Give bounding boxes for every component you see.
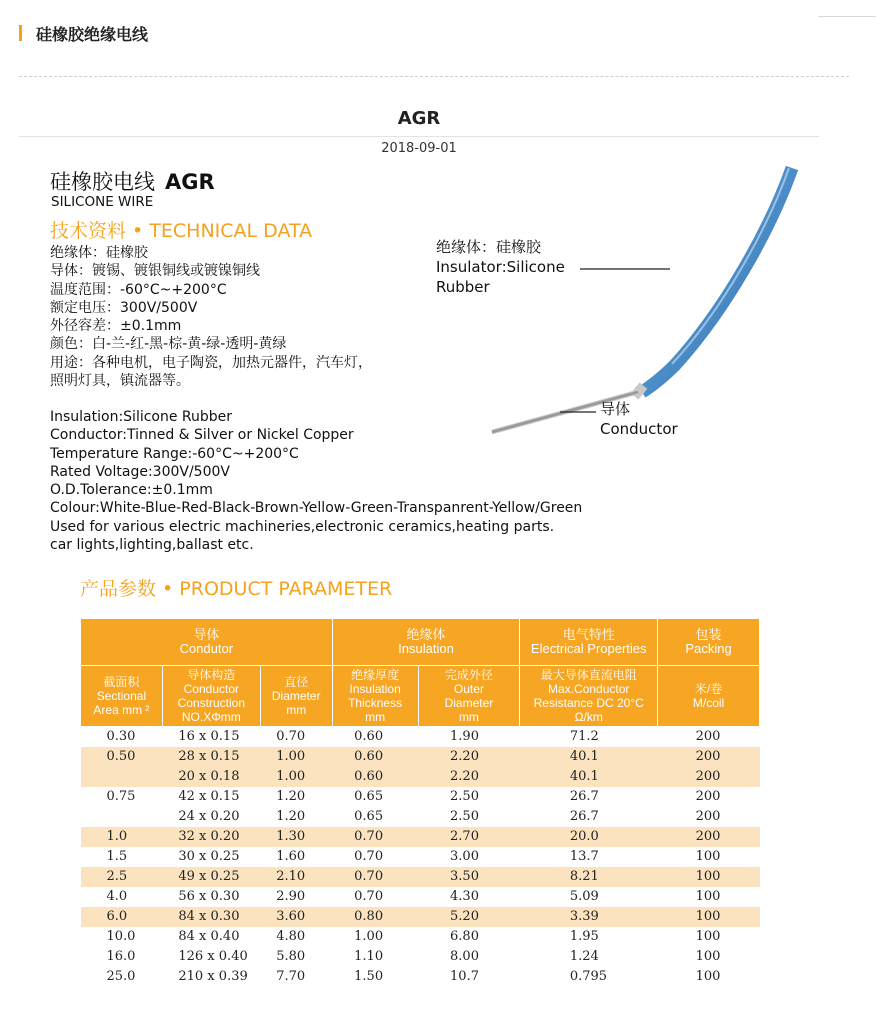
table-cell: 200: [658, 747, 760, 767]
table-row: [81, 967, 760, 987]
page-header-title: 硅橡胶绝缘电线: [36, 25, 149, 44]
col-header-area: 截面积 Sectional Area mm ²: [81, 666, 163, 727]
table-cell: 1.00: [354, 929, 384, 944]
table-row: [81, 907, 760, 927]
table-body: [81, 727, 760, 988]
table-cell: 0.80: [332, 907, 418, 927]
table-cell: 32 x 0.20: [162, 827, 260, 847]
table-cell: 40.1: [520, 747, 658, 767]
table-cell: 84 x 0.40: [178, 929, 240, 944]
table-cell: 2.70: [418, 827, 520, 847]
table-row: [81, 887, 760, 907]
col-header-insulation-thickness: 绝缘厚度 Insulation Thickness mm: [332, 666, 418, 727]
table-cell: 1.20: [276, 809, 306, 824]
conductor-label-cn: 导体: [600, 400, 631, 418]
product-model: AGR: [165, 170, 215, 194]
table-cell: 16.0: [106, 949, 136, 964]
group-header-insulation: 绝缘体 Insulation: [332, 619, 520, 666]
insulator-label: [436, 237, 565, 297]
product-parameter-table: [80, 618, 760, 987]
table-cell: 0.70: [332, 867, 418, 887]
table-cell: 24 x 0.20: [178, 809, 240, 824]
table-cell: 200: [658, 827, 760, 847]
table-cell: 49 x 0.25: [162, 867, 260, 887]
col-header-diameter: 直径 Diameter mm: [260, 666, 332, 727]
table-cell: 16 x 0.15: [178, 729, 240, 744]
table-row: [81, 787, 760, 807]
table-cell: 42 x 0.15: [178, 789, 240, 804]
table-cell: 2.5: [81, 867, 163, 887]
table-cell: 28 x 0.15: [162, 747, 260, 767]
table-cell: 5.20: [418, 907, 520, 927]
conductor-label: [600, 399, 678, 439]
table-cell: 0.65: [354, 789, 384, 804]
spec-line: car lights,lighting,ballast etc.: [50, 537, 254, 554]
table-cell: 100: [695, 889, 721, 904]
table-cell: 1.60: [276, 849, 306, 864]
table-cell: 1.30: [260, 827, 332, 847]
table-row: [81, 767, 760, 787]
table-cell: 26.7: [569, 789, 599, 804]
table-cell: 10.0: [106, 929, 136, 944]
spec-line: 额定电压：300V/500V: [50, 299, 198, 316]
table-cell: 1.0: [81, 827, 163, 847]
table-row: [81, 727, 760, 748]
table-cell: 1.20: [276, 789, 306, 804]
table-cell: 100: [695, 929, 721, 944]
table-cell: 4.30: [450, 889, 479, 904]
spec-line: Temperature Range:-60°C~+200°C: [50, 445, 299, 462]
spec-line: Used for various electric machineries,electronic ceramics,heating parts.: [50, 518, 555, 535]
article-date: 2018-09-01: [381, 141, 457, 156]
table-row: [81, 927, 760, 947]
table-cell: 0.70: [332, 827, 418, 847]
insulator-label-cn: 绝缘体：硅橡胶: [436, 238, 542, 256]
wire-highlight: [672, 168, 789, 364]
table-cell: 1.00: [260, 747, 332, 767]
spec-line: O.D.Tolerance:±0.1mm: [50, 482, 213, 499]
table-cell: 200: [695, 789, 721, 804]
table-group-header: [81, 619, 760, 666]
table-row: [81, 827, 760, 847]
table-cell: 2.50: [450, 809, 479, 824]
table-cell: 1.00: [260, 767, 332, 787]
table-cell: 0.60: [332, 767, 418, 787]
table-row: [81, 747, 760, 767]
table-cell: 1.10: [354, 949, 384, 964]
table-cell: 0.60: [354, 729, 384, 744]
table-cell: 3.00: [450, 849, 479, 864]
table-cell: 30 x 0.25: [178, 849, 240, 864]
table-cell: 0.30: [106, 729, 136, 744]
conductor-label-en: Conductor: [600, 420, 678, 438]
table-cell: 0.75: [106, 789, 136, 804]
table-cell: 2.20: [418, 747, 520, 767]
table-cell: 100: [695, 849, 721, 864]
spec-line: 颜色：白-兰-红-黑-棕-黄-绿-透明-黄绿: [50, 336, 287, 353]
table-sub-header: [81, 666, 760, 727]
table-cell: 0.70: [354, 849, 384, 864]
spec-line: 外径容差：±0.1mm: [50, 318, 182, 335]
table-cell: 2.90: [276, 889, 306, 904]
spec-line: 用途：各种电机，电子陶瓷，加热元器件，汽车灯，: [50, 354, 372, 371]
table-row: [81, 947, 760, 967]
table-cell: 5.80: [276, 949, 306, 964]
table-cell: 10.7: [450, 969, 479, 984]
group-header-electrical: 电气特性 Electrical Properties: [520, 619, 658, 666]
table-cell: 100: [695, 969, 721, 984]
spec-line: Conductor:Tinned & Silver or Nickel Copper: [50, 427, 354, 444]
table-cell: 3.39: [520, 907, 658, 927]
product-cn-name: 硅橡胶电线: [50, 170, 155, 194]
table-row: [81, 807, 760, 827]
table-cell: 25.0: [106, 969, 136, 984]
table-cell: 126 x 0.40: [178, 949, 248, 964]
table-cell: 100: [695, 949, 721, 964]
col-header-construction: 导体构造 Conductor Construction NO.XΦmm: [162, 666, 260, 727]
spec-line: 绝缘体：硅橡胶: [50, 245, 148, 261]
table-cell: 7.70: [276, 969, 306, 984]
table-cell: 20 x 0.18: [162, 767, 260, 787]
table-cell: 2.20: [418, 767, 520, 787]
table-cell: 4.0: [106, 889, 128, 904]
product-parameter-heading: 产品参数 • PRODUCT PARAMETER: [80, 578, 393, 600]
table-cell: 26.7: [569, 809, 599, 824]
table-cell: 56 x 0.30: [178, 889, 240, 904]
table-cell: [81, 767, 163, 787]
spec-line: Insulation:Silicone Rubber: [50, 409, 233, 425]
table-cell: 2.50: [450, 789, 479, 804]
table-cell: 71.2: [569, 729, 599, 744]
table-cell: 8.21: [520, 867, 658, 887]
spec-line: 温度范围：-60°C~+200°C: [50, 281, 227, 298]
col-header-outer-diameter: 完成外径 Outer Diameter mm: [418, 666, 520, 727]
top-divider: [818, 16, 876, 17]
table-cell: 200: [695, 729, 721, 744]
table-cell: 0.50: [81, 747, 163, 767]
product-en-subtitle: SILICONE WIRE: [51, 194, 154, 210]
table-cell: 200: [658, 767, 760, 787]
table-cell: 100: [658, 867, 760, 887]
title-divider: [19, 136, 819, 137]
spec-line: 照明灯具，镇流器等。: [50, 373, 190, 390]
product-cn-title: [50, 166, 215, 196]
table-cell: 100: [658, 907, 760, 927]
table-cell: 0.795: [569, 969, 608, 984]
spec-line: Colour:White-Blue-Red-Black-Brown-Yellow-Green-Transpanrent-Yellow/Green: [50, 500, 583, 517]
table-cell: 1.95: [569, 929, 599, 944]
table-cell: 200: [695, 809, 721, 824]
table-cell: 2.10: [260, 867, 332, 887]
table-cell: 40.1: [520, 767, 658, 787]
table-cell: 1.90: [450, 729, 479, 744]
table-cell: [81, 807, 163, 827]
table-row: [81, 847, 760, 867]
table-cell: 1.24: [569, 949, 599, 964]
table-cell: 210 x 0.39: [178, 969, 248, 984]
table-cell: 5.09: [569, 889, 599, 904]
table-row: [81, 867, 760, 887]
cn-spec-list: [50, 244, 372, 390]
table-cell: 3.50: [418, 867, 520, 887]
table-cell: 0.65: [354, 809, 384, 824]
spec-line: Rated Voltage:300V/500V: [50, 463, 230, 480]
col-header-resistance: 最大导体直流电阻 Max.Conductor Resistance DC 20°C Ω/km: [520, 666, 658, 727]
table-cell: 0.70: [354, 889, 384, 904]
wire-insulation: [642, 168, 792, 392]
technical-data-heading: 技术资料 • TECHNICAL DATA: [50, 220, 313, 242]
group-header-conductor: 导体 Condutor: [81, 619, 333, 666]
table-cell: 1.50: [354, 969, 384, 984]
table-cell: 1.5: [106, 849, 128, 864]
header-accent-bar: [19, 25, 22, 41]
insulator-label-en-2: Rubber: [436, 278, 490, 296]
insulator-label-en: Insulator:Silicone: [436, 258, 565, 276]
dashed-divider: [19, 76, 849, 77]
table-cell: 6.80: [450, 929, 479, 944]
col-header-packing: 米/卷 M/coil: [658, 666, 760, 727]
group-header-packing: 包装 Packing: [658, 619, 760, 666]
table-cell: 4.80: [276, 929, 306, 944]
table-cell: 0.70: [276, 729, 306, 744]
table-cell: 8.00: [450, 949, 479, 964]
table-cell: 0.60: [332, 747, 418, 767]
table-cell: 3.60: [260, 907, 332, 927]
table-cell: 6.0: [81, 907, 163, 927]
article-title: AGR: [397, 108, 441, 129]
spec-line: 导体：镀锡、镀银铜线或镀镍铜线: [50, 263, 260, 280]
table-cell: 13.7: [569, 849, 599, 864]
table-cell: 84 x 0.30: [162, 907, 260, 927]
table-cell: 20.0: [520, 827, 658, 847]
